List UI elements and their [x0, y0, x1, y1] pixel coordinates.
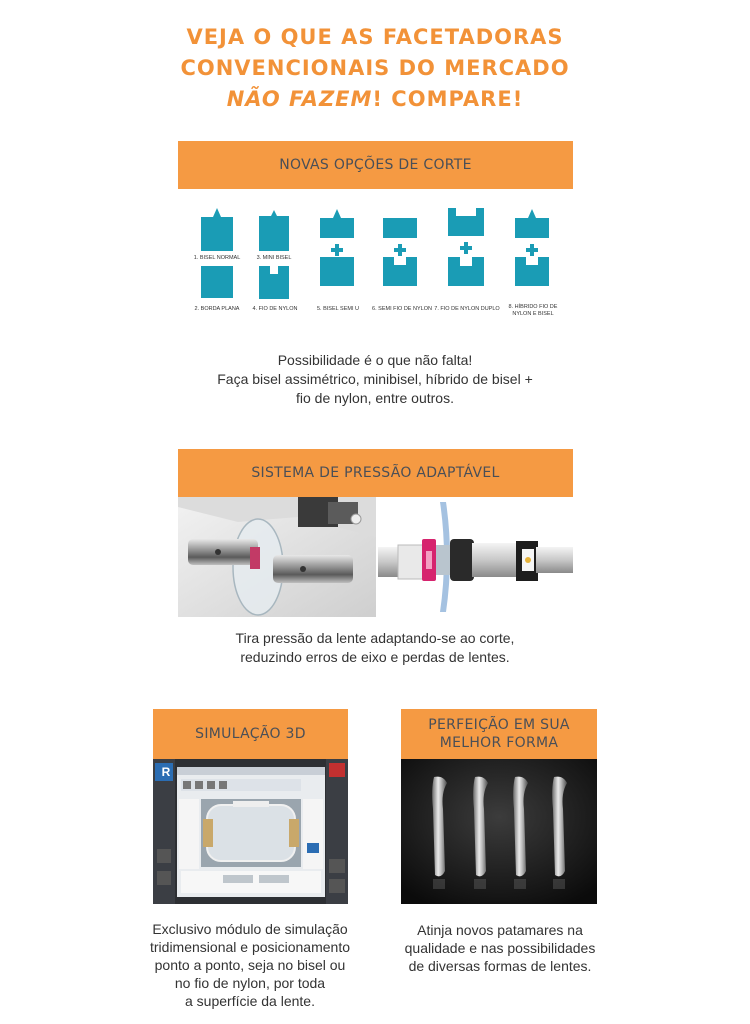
profile-fio-de-nylon-icon	[259, 266, 289, 299]
perfection-text	[380, 921, 620, 975]
cut-options-text	[150, 351, 600, 408]
perfection-title-bar	[401, 709, 597, 759]
simulation-text-line-2: tridimensional e posicionamento	[150, 939, 350, 955]
pressure-title: SISTEMA DE PRESSÃO ADAPTÁVEL	[251, 465, 500, 481]
pressure-title-bar	[178, 449, 573, 497]
simulation-title-bar	[153, 709, 348, 759]
pressure-text-line-1: Tira pressão da lente adaptando-se ao corte,	[235, 630, 515, 646]
cut-options-title: NOVAS OPÇÕES DE CORTE	[279, 157, 472, 173]
headline-emphasis: NÃO FAZEM	[226, 87, 373, 111]
plus-icon	[526, 244, 538, 256]
profile-label-2: 2. BORDA PLANA	[194, 306, 240, 312]
pressure-text-line-2: reduzindo erros de eixo e perdas de lentes.	[240, 649, 510, 665]
cut-options-title-bar	[178, 141, 573, 189]
profile-bisel-semi-u-icon	[320, 209, 354, 301]
perfection-text-line-3: de diversas formas de lentes.	[408, 958, 592, 974]
pressure-system-photo	[178, 497, 573, 617]
headline-line-3	[0, 84, 750, 115]
simulation-text-line-1: Exclusivo módulo de simulação	[152, 921, 348, 937]
profile-bisel-normal-icon	[201, 208, 233, 251]
profile-label-8: 8. HÍBRIDO FIO DE NYLON E BISEL	[508, 304, 558, 317]
profile-label-4: 4. FIO DE NYLON	[252, 306, 298, 312]
plus-icon	[331, 244, 343, 256]
perfection-title: PERFEIÇÃO EM SUA MELHOR FORMA	[428, 717, 570, 751]
cut-options-text-line-3: fio de nylon, entre outros.	[296, 390, 454, 406]
profile-label-5: 5. BISEL SEMI U	[317, 306, 359, 312]
perfection-text-line-2: qualidade e nas possibilidades	[404, 940, 596, 956]
cut-options-text-line-2: Faça bisel assimétrico, minibisel, híbrido de bisel +	[217, 371, 533, 387]
headline-line-3-rest: ! COMPARE!	[372, 87, 524, 111]
profile-label-6: 6. SEMI FIO DE NYLON	[372, 306, 432, 312]
simulation-text-line-5: a superfície da lente.	[185, 993, 315, 1009]
simulation-screen-photo	[153, 759, 348, 904]
pressure-text	[150, 629, 600, 667]
profile-semi-fio-de-nylon-icon	[383, 218, 417, 300]
simulation-text	[130, 920, 370, 1010]
headline-line-2: CONVENCIONAIS DO MERCADO	[180, 56, 570, 80]
plus-icon	[460, 242, 472, 254]
headline-line-1: VEJA O QUE AS FACETADORAS	[186, 25, 564, 49]
profile-fio-de-nylon-duplo-icon	[448, 208, 484, 300]
profile-label-7: 7. FIO DE NYLON DUPLO	[434, 306, 500, 312]
perfection-text-line-1: Atinja novos patamares na	[417, 922, 583, 938]
simulation-text-line-3: ponto a ponto, seja no bisel ou	[154, 957, 346, 973]
profile-label-3: 3. MINI BISEL	[256, 255, 292, 261]
lens-edges-photo	[401, 759, 597, 904]
profile-hibrido-icon	[515, 209, 549, 301]
main-headline	[0, 22, 750, 115]
profile-label-1: 1. BISEL NORMAL	[193, 255, 241, 261]
screen-logo: R	[161, 765, 171, 779]
cut-options-text-line-1: Possibilidade é o que não falta!	[277, 352, 473, 368]
profile-mini-bisel-icon	[259, 210, 289, 251]
profile-borda-plana-icon	[201, 266, 233, 298]
plus-icon	[394, 244, 406, 256]
simulation-text-line-4: no fio de nylon, por toda	[174, 975, 326, 991]
simulation-title: SIMULAÇÃO 3D	[195, 726, 306, 742]
